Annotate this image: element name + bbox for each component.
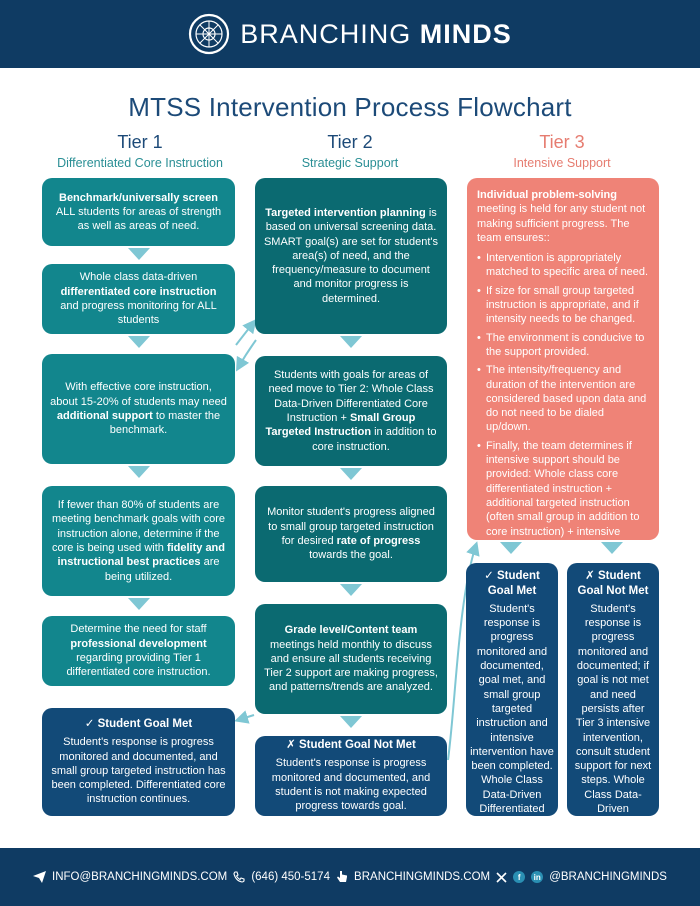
tier1-step-core-instruction[interactable]: Whole class data-driven differentiated core instruction and progress monitoring for ALL students	[42, 264, 235, 334]
arrow-down-icon	[601, 542, 623, 554]
tier1-name: Tier 1	[117, 132, 163, 152]
x-logo-icon	[496, 872, 507, 883]
arrow-down-icon	[340, 468, 362, 480]
goal-met-body: Student's response is progress monitored and documented, goal met, and small group targeted instruction and intensive intervention have been completed. Whole Class Data-Driven Differentiated Core Instruction continues.	[470, 602, 554, 844]
arrow-down-icon	[340, 336, 362, 348]
header-bar	[0, 0, 700, 68]
connector-t2-to-t1	[238, 340, 256, 368]
list-item: • The intensity/frequency and duration of the intervention are considered based upon data and do not need to be dialed up/down.	[477, 363, 649, 434]
tier1-subtitle: Differentiated Core Instruction	[57, 156, 223, 170]
list-item: • If size for small group targeted instruction is appropriate, and if intensity needs to be changed.	[477, 284, 649, 327]
goal-not-met-body: Student's response is progress monitored and documented, and student is not making expected progress towards goal.	[271, 757, 431, 813]
arrow-down-icon	[500, 542, 522, 554]
tier1-goal-met[interactable]	[42, 708, 235, 816]
tier2-subtitle: Strategic Support	[301, 156, 399, 170]
tier3-heading	[464, 132, 660, 170]
list-item: • Finally, the team determines if intensive support should be provided: Whole class core differentiated instruction + additional targeted instruction (often small group in addition to core instruction) + intensive support.	[477, 439, 649, 553]
arrow-down-icon	[340, 584, 362, 596]
tier2-step-small-group[interactable]: Students with goals for areas of need move to Tier 2: Whole Class Data-Driven Differentiated Core Instruction + Small Group Targeted Instruction in addition to core instruction.	[255, 356, 447, 466]
arrow-down-icon	[340, 716, 362, 728]
tier1-heading	[40, 132, 240, 170]
footer-website[interactable]: BRANCHINGMINDS.COM	[336, 870, 490, 884]
tier1-step-fidelity[interactable]: If fewer than 80% of students are meeting benchmark goals with core instruction alone, determine if the core is being used with fidelity and instructional best practices are being utilized.	[42, 486, 235, 596]
tier1-step-additional-support[interactable]: With effective core instruction, about 15-20% of students may need additional support to master the benchmark.	[42, 354, 235, 464]
linkedin-icon: in	[531, 871, 543, 883]
tier2-step-monitor[interactable]: Monitor student's progress aligned to small group targeted instruction for desired rate of progress towards the goal.	[255, 486, 447, 582]
tier2-goal-not-met[interactable]	[255, 736, 447, 816]
tier3-goal-met[interactable]	[466, 563, 558, 844]
arrow-down-icon	[128, 248, 150, 260]
footer-phone[interactable]: (646) 450-5174	[233, 871, 330, 883]
arrow-down-icon	[128, 466, 150, 478]
tier2-step-planning[interactable]: Targeted intervention planning is based on universal screening data. SMART goal(s) are set for student's area(s) of need, and the frequency/measure to document and monitor progress is determined.	[255, 178, 447, 334]
connector-t1-to-t2	[236, 322, 254, 345]
brand-logo[interactable]	[188, 13, 512, 55]
goal-met-heading: ✓ Student Goal Met	[84, 718, 193, 731]
tier3-problem-solving[interactable]: Individual problem-solving meeting is held for any student not making sufficient progress. The team ensures:: • Intervention is appropriately matched to specific area of need. • If size for small group targeted instruction is appropriate, and if intensity needs to be changed. • The environment is conducive to the support provided. • The intensity/frequency and duration of the intervention are considered based upon data and do not need to be dialed up/down. • Finally, the team determines if intensive support should be provided: Whole class core differentiated instruction + additional targeted instruction (often small group in addition to core instruction) + intensive support.	[467, 178, 659, 540]
connector-t2-to-t1-met	[238, 715, 254, 720]
pointer-hand-icon	[336, 870, 348, 884]
tier2-step-team-meetings[interactable]: Grade level/Content team meetings held monthly to discuss and ensure all students receiving Tier 2 support are making progress, and patterns/trends are analyzed.	[255, 604, 447, 714]
send-icon	[33, 871, 46, 883]
tier3-name: Tier 3	[539, 132, 585, 152]
footer-social[interactable]: f in @BRANCHINGMINDS	[496, 871, 667, 883]
tier3-subtitle: Intensive Support	[513, 156, 611, 170]
brain-network-icon	[188, 13, 230, 55]
tier1-step-screen[interactable]: Benchmark/universally screen ALL students for areas of strength as well as areas of need.	[42, 178, 235, 246]
arrow-down-icon	[128, 336, 150, 348]
tier3-goal-not-met[interactable]	[567, 563, 659, 844]
tier2-heading	[252, 132, 448, 170]
goal-not-met-heading: ✗ Student Goal Not Met	[577, 570, 649, 597]
tier3-checklist	[477, 247, 649, 553]
footer-bar	[0, 848, 700, 906]
tier2-name: Tier 2	[327, 132, 373, 152]
goal-met-body: Student's response is progress monitored and documented, and small group targeted instruction has been completed. Differentiated core instruction continues.	[51, 736, 226, 806]
goal-not-met-heading: ✗ Student Goal Not Met	[286, 739, 416, 752]
tier1-step-professional-development[interactable]: Determine the need for staff professional development regarding providing Tier 1 differentiated core instruction.	[42, 616, 235, 686]
page-title: MTSS Intervention Process Flowchart	[128, 92, 572, 122]
phone-icon	[233, 871, 245, 883]
list-item: • The environment is conducive to the support provided.	[477, 331, 649, 360]
goal-not-met-body: Student's response is progress monitored and documented; if goal is not met and need persists after Tier 3 intensive intervention, consult student support for next steps. Whole Class Data-Driven Differentiated Core Instruction	[574, 602, 652, 844]
footer-email[interactable]: INFO@BRANCHINGMINDS.COM	[33, 871, 227, 883]
facebook-icon: f	[513, 871, 525, 883]
arrow-down-icon	[128, 598, 150, 610]
list-item: • Intervention is appropriately matched to specific area of need.	[477, 251, 649, 280]
goal-met-heading: ✓ Student Goal Met	[484, 570, 540, 597]
brand-name: BRANCHING MINDS	[240, 18, 512, 49]
